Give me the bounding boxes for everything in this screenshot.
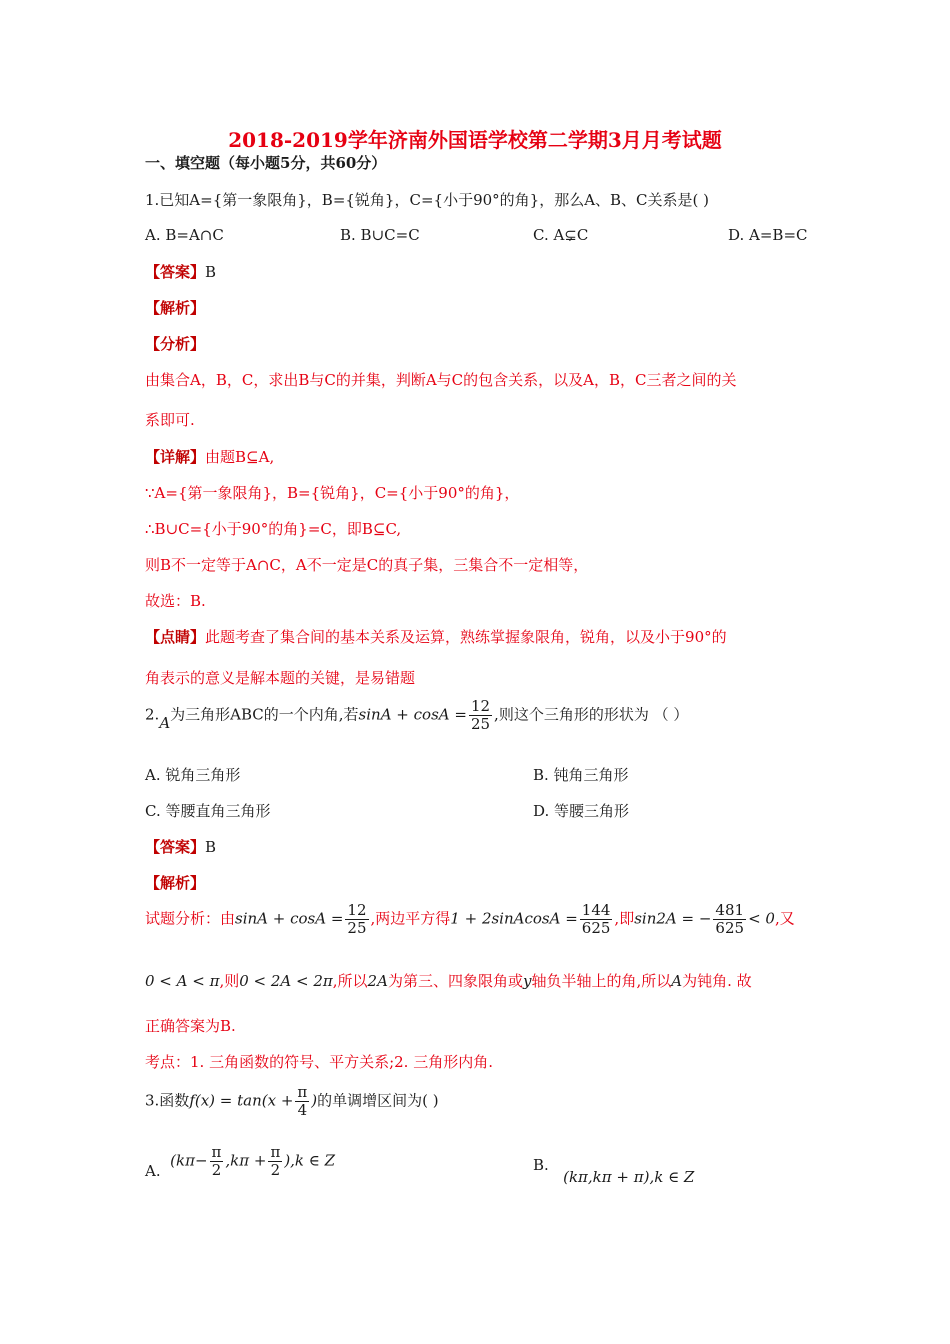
q3-opt-a-part2: ,kπ + [225,1151,267,1170]
sol-expr-1: sinA + cosA = [235,909,344,928]
question-1-stem: 1.已知A={第一象限角}，B={锐角}，C={小于90°的角}，那么A、B、C关系是( ) [145,191,710,209]
q3-opt-a-frac-1 [210,1144,224,1179]
sol-lead: 试题分析：由 [145,909,236,928]
detail-text: 由题B⊆A, [205,448,275,466]
sol2-expr-2: 0 < 2A < 2π [239,972,333,990]
section-heading: 一、填空题（每小题5分，共60分） [145,154,387,172]
sol-mid-2: ,即 [614,909,635,928]
sol2-expr-4: y [522,972,532,990]
q2-mid: 为三角形ABC的一个内角,若 [170,705,359,724]
q3-frac-num: π [297,1083,308,1101]
q1-detail-line-2: ∵A={第一象限角}，B={锐角}，C={小于90°的角}， [145,484,520,502]
sol2-expr-1: 0 < A < π [145,972,220,990]
q2-option-a: A. 锐角三角形 [145,766,241,784]
q3-frac-den: 4 [297,1101,308,1119]
q3-opt-a-frac-2-den: 2 [270,1161,281,1179]
detail-label: 【详解】 [145,448,206,466]
q2-option-c: C. 等腰直角三角形 [145,802,271,820]
q1-analysis-line-1: 由集合A，B，C，求出B与C的并集，判断A与C的包含关系，以及A，B，C三者之间的关 [145,371,737,389]
sol2-t-5: 为钝角. 故 [682,972,752,990]
q2-solution-line-2 [145,970,752,991]
q1-detail-line-4: 则B不一定等于A∩C，A不一定是C的真子集，三集合不一定相等， [145,556,589,574]
q3-opt-a-part3: ),k ∈ Z [284,1151,336,1170]
q2-option-d: D. 等腰三角形 [533,802,630,820]
q3-opt-a-part1: (kπ− [170,1151,208,1170]
answer-label: 【答案】 [145,838,206,856]
dianjing-text: 此题考查了集合间的基本关系及运算，熟练掌握象限角，锐角，以及小于90°的 [205,628,727,646]
q2-option-b: B. 钝角三角形 [533,766,629,784]
q3-prefix: 3.函数 [145,1091,190,1110]
q1-answer [145,261,216,282]
q2-solution-line-1 [145,902,795,937]
sol2-t-3: 为第三、四象限角或 [387,972,523,990]
q2-frac-num: 12 [470,697,491,715]
q1-option-c: C. A⊊C [533,226,589,244]
q1-option-d: D. A=B=C [728,226,808,244]
q2-var-a: A [159,713,171,732]
sol-frac-2-num: 144 [581,901,611,919]
q3-opt-a-frac-2-num: π [270,1143,281,1161]
q1-option-b: B. B∪C=C [340,226,420,244]
q2-solution-line-3: 正确答案为B. [145,1017,236,1035]
q2-answer [145,836,216,857]
answer-value: B [205,838,217,856]
answer-label: 【答案】 [145,263,206,281]
sol-frac-3-num: 481 [715,901,745,919]
sol-frac-1-num: 12 [347,901,367,919]
q3-expr: f(x) = tan(x + [189,1091,294,1110]
q2-prefix: 2. [145,705,160,724]
q2-fraction [469,698,492,733]
q3-opt-a-frac-1-num: π [211,1143,222,1161]
q1-detail-line-3: ∴B∪C={小于90°的角}=C，即B⊆C, [145,520,402,538]
answer-value: B [205,263,217,281]
sol-mid-1: ,两边平方得 [370,909,451,928]
sol-expr-3: sin2A = − [634,909,712,928]
sol-expr-2: 1 + 2sinAcosA = [450,909,578,928]
sol-expr-3b: < 0 [748,909,775,928]
sol-frac-3-den: 625 [715,919,745,937]
sol-frac-2 [580,902,613,937]
sol2-expr-5: A [671,972,683,990]
q3-expr-close: ) [311,1091,318,1110]
q3-suffix: 的单调增区间为( ) [317,1091,439,1110]
sol-end-1: ,又 [774,909,795,928]
q1-detail-line-1 [145,446,274,467]
q3-fraction [295,1084,309,1119]
q2-suffix: ,则这个三角形的形状为 （ ） [494,705,689,724]
q3-opt-a-frac-2 [268,1144,282,1179]
sol2-t-4: 轴负半轴上的角,所以 [531,972,672,990]
q3-opt-a-frac-1-den: 2 [211,1161,222,1179]
sol-frac-1 [345,902,368,937]
q1-analysis-line-2: 系即可. [145,411,195,429]
question-3-stem [145,1084,439,1119]
sol2-t-2: ,所以 [332,972,368,990]
page-title: 2018-2019学年济南外国语学校第二学期3月月考试题 [228,128,722,152]
q3-opt-a-label: A. [145,1161,161,1180]
q1-dianjing-line-1 [145,626,727,647]
q2-frac-den: 25 [470,715,491,733]
sol2-expr-3: 2A [367,972,388,990]
question-2-stem [145,698,688,733]
q3-option-a [145,1144,335,1179]
q1-detail-line-5: 故选：B. [145,592,206,610]
q1-jiexi-label: 【解析】 [145,299,206,317]
q2-expr: sinA + cosA = [358,705,467,724]
sol-frac-1-den: 25 [347,919,367,937]
q1-dianjing-line-2: 角表示的意义是解本题的关键，是易错题 [145,669,416,687]
q3-opt-b-label: B. [533,1156,549,1174]
sol-frac-3 [713,902,746,937]
dianjing-label: 【点睛】 [145,628,206,646]
q2-kaodian: 考点：1. 三角函数的符号、平方关系;2. 三角形内角. [145,1053,493,1071]
q2-jiexi-label: 【解析】 [145,874,206,892]
q3-option-b [533,1156,695,1186]
sol-frac-2-den: 625 [581,919,611,937]
q1-option-a: A. B=A∩C [145,226,224,244]
q3-opt-b-expr: (kπ,kπ + π),k ∈ Z [563,1168,695,1186]
sol2-t-1: ,则 [219,972,240,990]
q1-fenxi-label: 【分析】 [145,335,206,353]
